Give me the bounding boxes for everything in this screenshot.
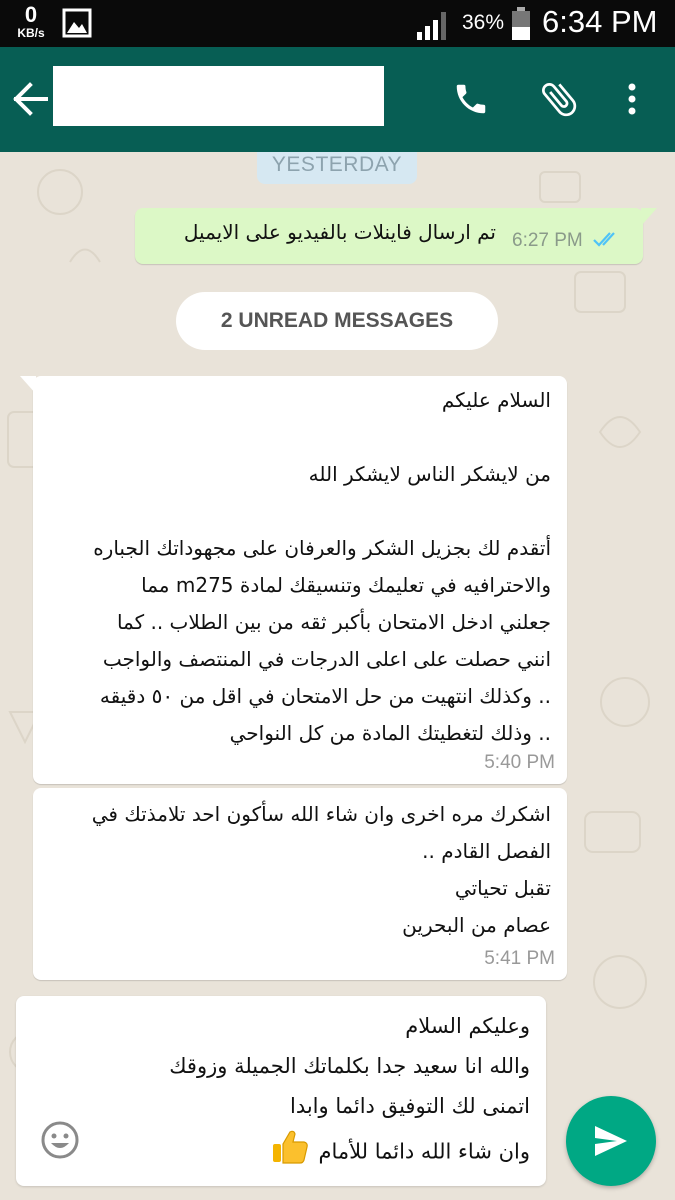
network-speed-unit: KB/s [17, 26, 45, 40]
draft-line: اتمنى لك التوفيق دائما وابدا [289, 1094, 530, 1118]
double-check-read-icon [593, 230, 621, 252]
date-divider: YESTERDAY [257, 152, 417, 184]
status-clock: 6:34 PM [542, 4, 658, 39]
gallery-notification-icon [62, 8, 92, 42]
message-line [93, 493, 551, 530]
phone-icon[interactable] [452, 80, 490, 122]
message-line: اشكرك مره اخرى وان شاء الله سأكون احد تلامذتك في [91, 802, 551, 826]
battery-icon [511, 7, 531, 45]
paperclip-icon[interactable] [537, 77, 581, 125]
message-text [92, 796, 551, 944]
smiley-icon[interactable] [40, 1120, 80, 1164]
draft-text[interactable] [169, 1006, 530, 1166]
back-arrow-icon[interactable] [12, 82, 48, 120]
message-line: أتقدم لك بجزيل الشكر والعرفان على مجهوداتك الجباره [93, 536, 551, 560]
message-line: .. وكذلك انتهيت من حل الامتحان في اقل من ٥٠ دقيقه [99, 684, 551, 708]
message-line: والاحترافيه في تعليمك وتنسيقك لمادة m275 مما [141, 573, 551, 597]
outgoing-message-text: تم ارسال فاينلات بالفيديو على الايميل [183, 220, 496, 244]
message-line: .. وذلك لتغطيتك المادة من كل النواحي [229, 721, 551, 745]
message-input[interactable] [16, 996, 546, 1186]
message-time: 5:40 PM [484, 752, 555, 773]
unread-messages-divider: 2 UNREAD MESSAGES [176, 292, 498, 350]
message-line: تقبل تحياتي [454, 876, 551, 900]
send-button[interactable] [566, 1096, 656, 1186]
status-bar [0, 0, 675, 47]
message-time: 5:41 PM [484, 948, 555, 969]
contact-name[interactable] [53, 66, 384, 126]
battery-percent: 36% [462, 11, 505, 34]
draft-line-last [169, 1126, 530, 1166]
message-line: الفصل القادم .. [422, 839, 551, 863]
draft-line: وعليكم السلام [405, 1014, 530, 1038]
incoming-message[interactable] [33, 788, 567, 980]
outgoing-message[interactable] [135, 208, 643, 264]
chat-header [0, 47, 675, 152]
network-speed [14, 4, 48, 40]
draft-line: والله انا سعيد جدا بكلماتك الجميلة وزوقك [169, 1054, 530, 1078]
message-line: جعلني ادخل الامتحان بأكبر ثقه من بين الطلاب .. كما [116, 610, 551, 634]
message-text [93, 382, 551, 752]
message-line [93, 419, 551, 456]
draft-line: وان شاء الله دائما للأمام [318, 1139, 530, 1164]
network-speed-value: 0 [24, 2, 38, 27]
thumbs-up-icon [270, 1126, 310, 1179]
send-icon [593, 1124, 629, 1158]
signal-strength-icon [416, 10, 450, 44]
message-line: عصام من البحرين [402, 913, 551, 937]
outgoing-message-time: 6:27 PM [512, 230, 583, 251]
incoming-message[interactable] [33, 376, 567, 784]
message-line: السلام عليكم [441, 388, 551, 412]
message-line: انني حصلت على اعلى الدرجات في المنتصف والواجب [102, 647, 551, 671]
message-line: من لايشكر الناس لايشكر الله [308, 462, 551, 486]
more-options-icon[interactable] [625, 82, 639, 120]
